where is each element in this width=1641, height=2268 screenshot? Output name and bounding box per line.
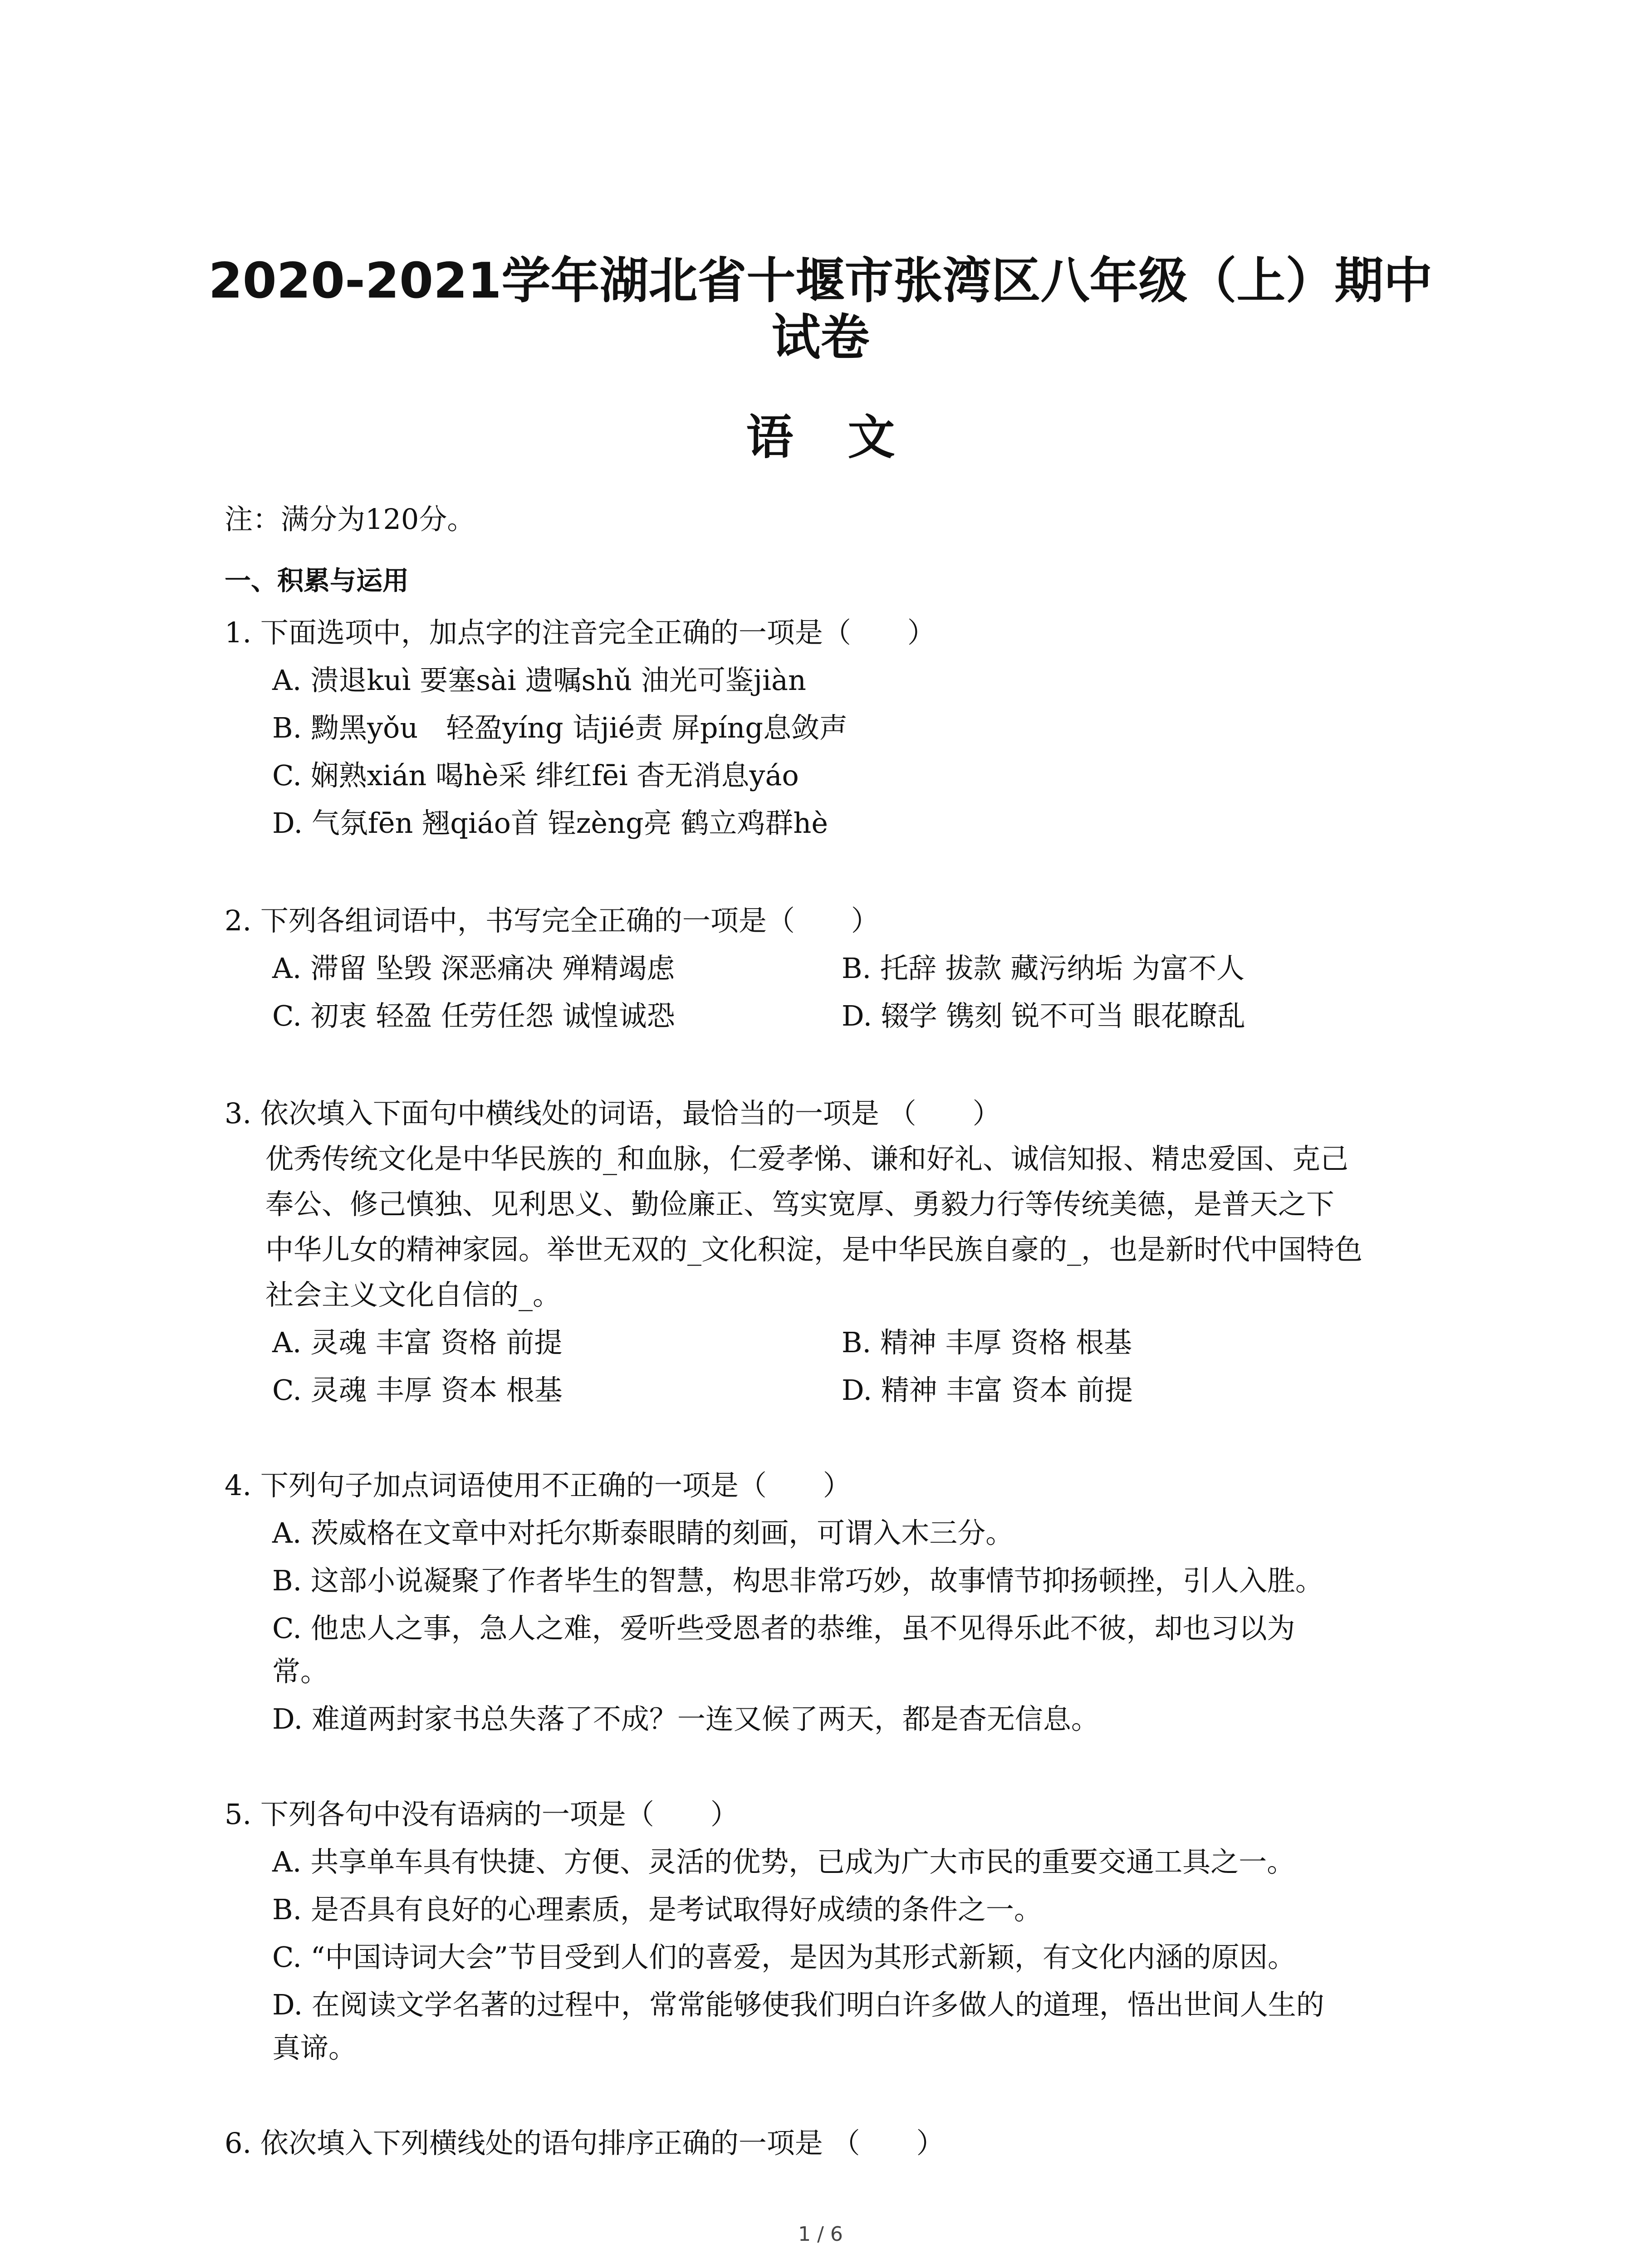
score-note: 注：满分为120分。: [225, 503, 475, 536]
question-5-option-d-cont: 真谛。: [272, 2031, 357, 2064]
question-2-option-a: A. 滞留 坠毁 深恶痛决 殚精竭虑: [272, 952, 675, 985]
question-5-stem: 5. 下列各句中没有语病的一项是（ ）: [225, 1798, 739, 1831]
exam-title-line2: 试卷: [771, 309, 870, 366]
question-3-option-b: B. 精神 丰厚 资格 根基: [842, 1326, 1132, 1359]
question-3-passage-line: 社会主义文化自信的_。: [265, 1278, 561, 1311]
question-1-stem: 1. 下面选项中，加点字的注音完全正确的一项是（ ）: [225, 616, 936, 649]
question-1-option-b: B. 黝黑yǒu 轻盈yíng 诘jié责 屏píng息敛声: [272, 711, 848, 744]
question-1-option-d: D. 气氛fēn 翘qiáo首 锃zèng亮 鹤立鸡群hè: [272, 807, 828, 840]
question-3-passage-line: 奉公、修己慎独、见利思义、勤俭廉正、笃实宽厚、勇毅力行等传统美德，是普天之下: [265, 1188, 1335, 1221]
question-2-option-d: D. 辍学 镌刻 锐不可当 眼花瞭乱: [842, 999, 1246, 1032]
question-5-option-d: D. 在阅读文学名著的过程中，常常能够使我们明白许多做人的道理，悟出世间人生的: [272, 1988, 1324, 2021]
exam-title-line1: 2020-2021学年湖北省十堰市张湾区八年级（上）期中: [208, 253, 1433, 309]
question-4-option-d: D. 难道两封家书总失落了不成？一连又候了两天，都是杳无信息。: [272, 1702, 1099, 1735]
question-4-option-c: C. 他忠人之事，急人之难，爱听些受恩者的恭维，虽不见得乐此不彼，却也习以为: [272, 1612, 1295, 1645]
question-2-option-b: B. 托辞 拔款 藏污纳垢 为富不人: [842, 952, 1245, 985]
section-heading: 一、积累与运用: [225, 565, 409, 596]
question-1-option-c: C. 娴熟xián 喝hè采 绯红fēi 杳无消息yáo: [272, 759, 799, 792]
question-4-option-c-cont: 常。: [272, 1655, 329, 1688]
question-2-stem: 2. 下列各组词语中，书写完全正确的一项是（ ）: [225, 904, 879, 937]
question-4-option-a: A. 茨威格在文章中对托尔斯泰眼睛的刻画，可谓入木三分。: [272, 1516, 1014, 1549]
question-3-option-d: D. 精神 丰富 资本 前提: [842, 1374, 1133, 1407]
question-5-option-c: C. “中国诗词大会”节目受到人们的喜爱，是因为其形式新颖，有文化内涵的原因。: [272, 1941, 1296, 1974]
question-3-passage-line: 中华儿女的精神家园。举世无双的_文化积淀，是中华民族自豪的_，也是新时代中国特色: [265, 1233, 1363, 1266]
question-6-stem: 6. 依次填入下列横线处的语句排序正确的一项是 （ ）: [225, 2126, 945, 2160]
question-3-option-a: A. 灵魂 丰富 资格 前提: [272, 1326, 563, 1359]
question-1-option-a: A. 溃退kuì 要塞sài 遗嘱shǔ 油光可鉴jiàn: [272, 664, 806, 697]
subject-heading: 语文: [746, 409, 950, 465]
question-5-option-a: A. 共享单车具有快捷、方便、灵活的优势，已成为广大市民的重要交通工具之一。: [272, 1845, 1295, 1878]
question-4-stem: 4. 下列句子加点词语使用不正确的一项是（ ）: [225, 1469, 851, 1502]
page-number: 1 / 6: [798, 2223, 843, 2246]
question-3-passage-line: 优秀传统文化是中华民族的_和血脉，仁爱孝悌、谦和好礼、诚信知报、精忠爱国、克己: [265, 1142, 1349, 1175]
question-4-option-b: B. 这部小说凝聚了作者毕生的智慧，构思非常巧妙，故事情节抑扬顿挫，引人入胜。: [272, 1564, 1323, 1597]
question-2-option-c: C. 初衷 轻盈 任劳任怨 诚惶诚恐: [272, 999, 675, 1032]
question-3-stem: 3. 依次填入下面句中横线处的词语，最恰当的一项是 （ ）: [225, 1097, 1001, 1130]
question-5-option-b: B. 是否具有良好的心理素质，是考试取得好成绩的条件之一。: [272, 1893, 1042, 1926]
question-3-option-c: C. 灵魂 丰厚 资本 根基: [272, 1374, 563, 1407]
